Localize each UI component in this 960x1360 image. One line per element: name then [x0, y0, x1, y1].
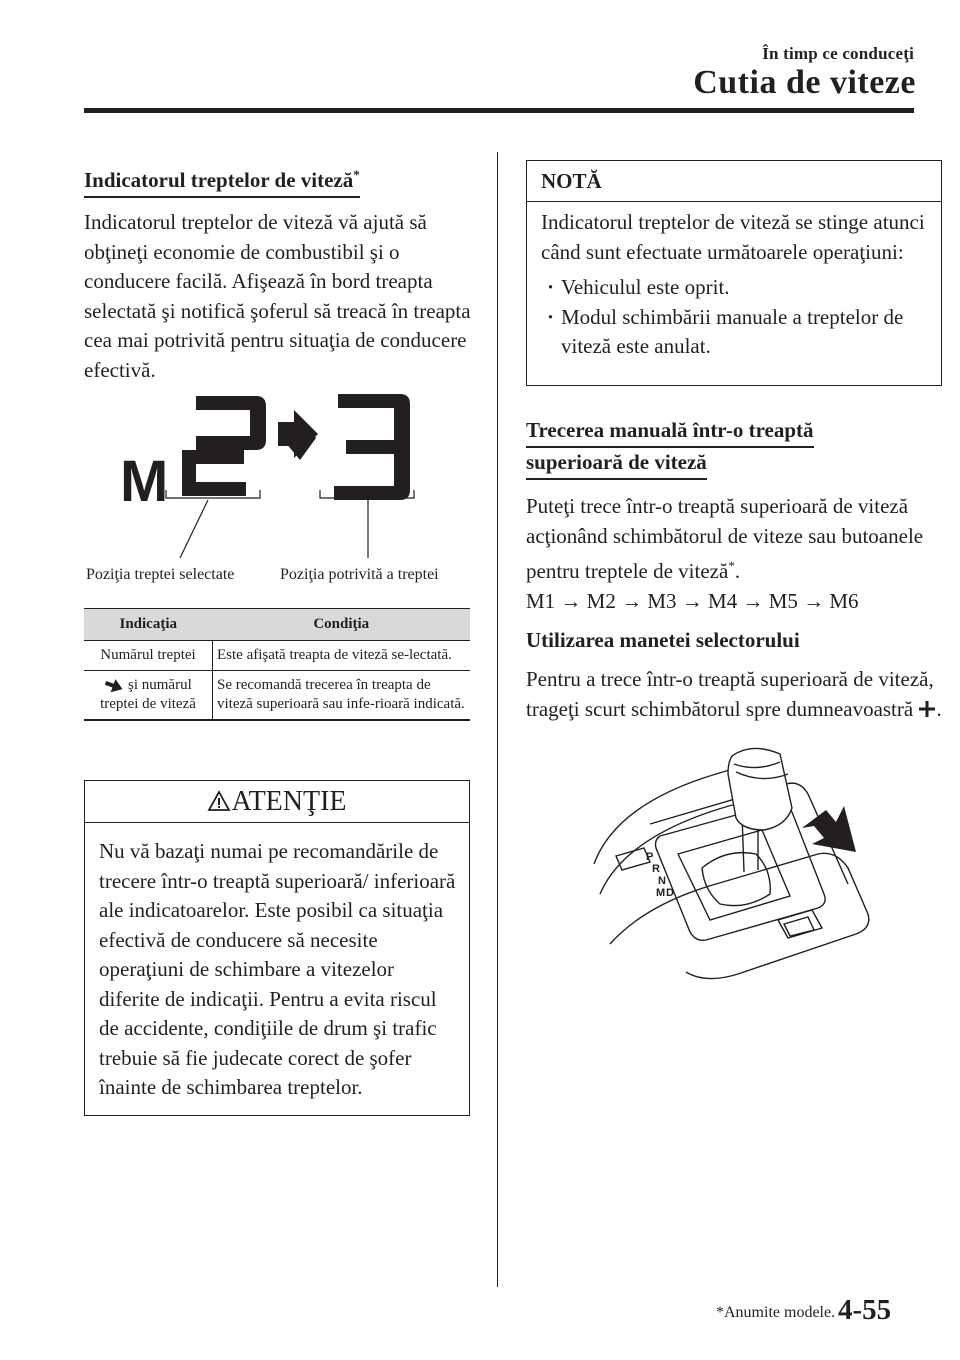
list-item: · Modul schimbării manuale a treptelor de viteză este anulat. [541, 303, 931, 362]
selector-lever-subheading: Utilizarea manetei selectorului [526, 628, 800, 652]
note-header: NOTĂ [527, 161, 941, 202]
gate-label-n: N [658, 875, 666, 887]
gear-sequence: M1 → M2 → M3 → M4 → M5 → M6 [526, 588, 859, 613]
plus-icon [918, 700, 936, 718]
gear-indicator-intro: Indicatorul treptelor de viteză vă ajută să obţineţi economie de combustibil şi o conducere facilă. Afişează în bord treapta selectată şi notifică şoferul să treacă în treapta cea mai potrivită pentru situaţia de conducere efectivă. [84, 210, 471, 382]
gate-label-m: M [656, 887, 666, 899]
manual-upshift-text: Puteţi trece într-o treaptă superioară de viteză acţionând schimbătorul de viteze sau butoanele pentru treptele de viteză*. [526, 494, 924, 583]
warning-triangle-icon [207, 790, 231, 812]
selected-gear-digit [180, 396, 266, 496]
note-box [526, 160, 942, 386]
list-item: · Vehiculul este oprit. [541, 273, 931, 303]
table-row [84, 671, 470, 721]
note-content [527, 202, 941, 362]
column-divider [497, 152, 498, 1287]
caption-suitable-position: Poziţia potrivită a treptei [280, 566, 439, 583]
gear-lever-illustration [586, 744, 876, 990]
pull-arrow-icon [802, 806, 856, 852]
table-row [84, 641, 470, 671]
gear-display-illustration [84, 378, 476, 588]
shift-arrow-icon [104, 678, 124, 694]
mode-letter: M [120, 449, 169, 514]
gate-label-r: R [652, 863, 660, 875]
gate-label-d: D [666, 887, 674, 899]
gear-indicator-figure [84, 378, 476, 588]
right-column-content [526, 416, 942, 724]
indicator-table [84, 608, 470, 721]
page-number: 4-55 [838, 1294, 892, 1326]
shift-lever-drawing [586, 744, 876, 990]
gear-indicator-heading: Indicatorul treptelor de viteză* [84, 160, 476, 198]
manual-upshift-heading: Trecerea manuală într-o treaptă superioară de viteză [526, 416, 942, 480]
recommended-gear-digit [334, 394, 410, 500]
warning-box [84, 780, 470, 1116]
table-cell-indication: şi numărul treptei de viteză [84, 671, 213, 721]
note-text: Indicatorul treptelor de viteză se stinge atunci când sunt efectuate următoarele operaţiuni: [541, 210, 925, 264]
chapter-label: În timp ce conduceţi [762, 44, 914, 63]
table-cell-condition: Se recomandă trecerea în treapta de viteză superioară sau infe-rioară indicată. [213, 671, 471, 721]
footnote: *Anumite modele. [716, 1304, 836, 1321]
caption-selected-position: Poziţia treptei selectate [86, 566, 235, 583]
table-header-indication: Indicaţia [84, 609, 213, 641]
shift-arrow-icon [278, 410, 318, 460]
header-rule [84, 108, 914, 113]
note-list [541, 273, 931, 362]
selector-lever-text: Pentru a trece într-o treaptă superioară de viteză, trageţi scurt schimbătorul spre dumneavoastră . [526, 667, 942, 721]
table-header-condition: Condiţia [213, 609, 471, 641]
table-cell-indication: Numărul treptei [84, 641, 213, 671]
warning-text: Nu vă bazaţi numai pe recomandările de trecere într-o treaptă superioară/ inferioară ale indicatoarelor. Este posibil ca situaţia efectivă de conducere să necesite operaţiuni de schimbare a vitezelor diferite de indicaţii. Pentru a evita riscul de accidente, condiţiile de drum şi trafic trebuie să fie judecate corect de şofer înainte de schimbarea treptelor. [99, 839, 456, 1099]
warning-header: ATENŢIE [85, 781, 469, 823]
page-title: Cutia de viteze [693, 64, 916, 101]
gate-label-p: P [646, 851, 654, 863]
left-column [84, 160, 476, 385]
table-cell-condition: Este afişată treapta de viteză se-lectată. [213, 641, 471, 671]
